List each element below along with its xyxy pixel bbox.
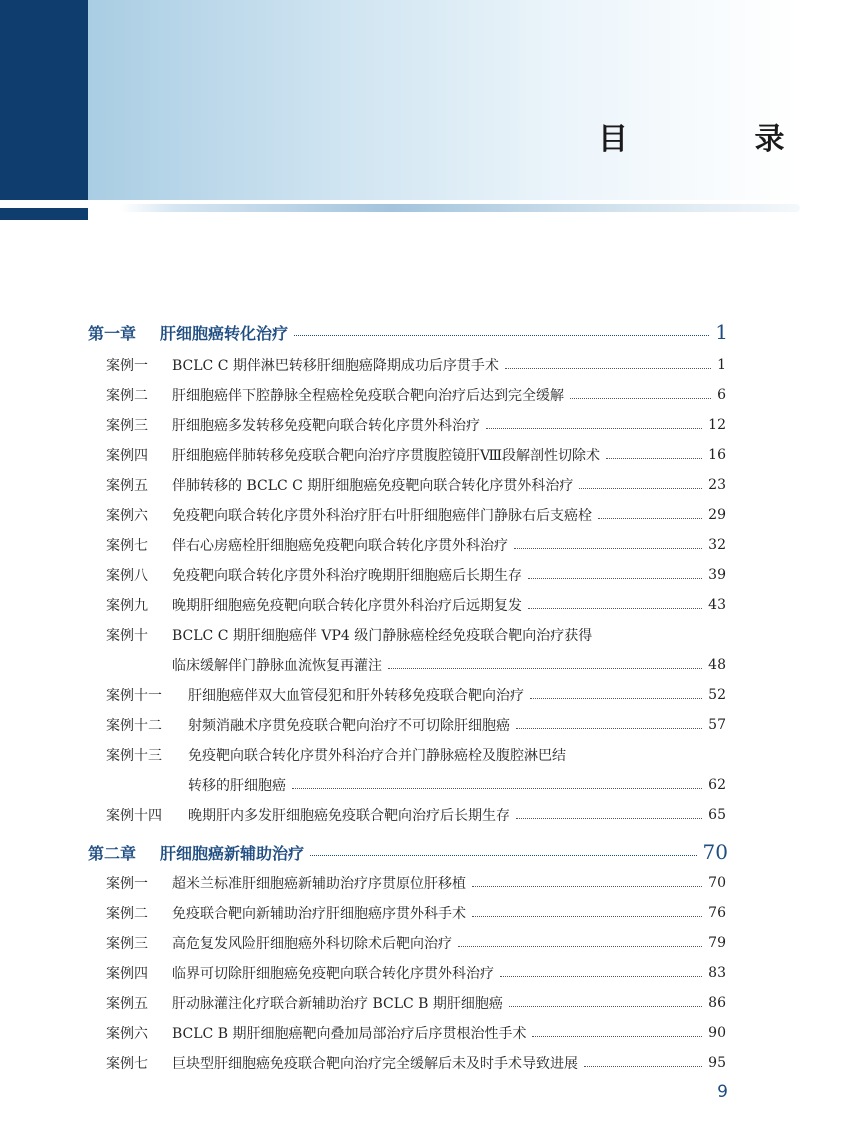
case-title-continued: 临床缓解伴门静脉血流恢复再灌注: [172, 658, 382, 674]
case-label: 案例一: [106, 358, 148, 374]
dot-leader: [570, 398, 711, 399]
toc-entry[interactable]: [0, 959, 800, 987]
dot-leader: [472, 886, 702, 887]
chapter-page: 70: [702, 840, 728, 864]
toc-entry[interactable]: [0, 621, 800, 649]
dot-leader: [388, 668, 702, 669]
toc-entry[interactable]: [0, 681, 800, 709]
toc-entry[interactable]: [0, 591, 800, 619]
case-title: 射频消融术序贯免疫联合靶向治疗不可切除肝细胞癌: [188, 718, 510, 734]
case-page: 43: [708, 597, 726, 613]
dot-leader: [516, 728, 702, 729]
case-title: 伴肺转移的 BCLC C 期肝细胞癌免疫靶向联合转化序贯外科治疗: [172, 478, 574, 494]
case-title: 免疫靶向联合转化序贯外科治疗合并门静脉癌栓及腹腔淋巴结: [188, 748, 566, 764]
case-label: 案例四: [106, 966, 148, 982]
case-label: 案例一: [106, 876, 148, 892]
dot-leader: [472, 916, 702, 917]
case-title: 肝细胞癌多发转移免疫靶向联合转化序贯外科治疗: [172, 418, 480, 434]
dot-leader: [514, 548, 702, 549]
dot-leader: [530, 698, 702, 699]
case-label: 案例二: [106, 906, 148, 922]
case-page: 62: [708, 777, 726, 793]
toc-entry-continuation[interactable]: [0, 771, 800, 799]
dot-leader: [509, 1006, 702, 1007]
dot-leader: [505, 368, 711, 369]
case-page: 86: [708, 995, 726, 1011]
toc-entry[interactable]: [0, 711, 800, 739]
case-page: 39: [708, 567, 726, 583]
header-color-block-lower: [0, 208, 88, 220]
toc-entry[interactable]: [0, 1049, 800, 1077]
case-title: 高危复发风险肝细胞癌外科切除术后靶向治疗: [172, 936, 452, 952]
case-title: 肝细胞癌伴下腔静脉全程癌栓免疫联合靶向治疗后达到完全缓解: [172, 388, 564, 404]
case-title: 肝细胞癌伴肺转移免疫联合靶向治疗序贯腹腔镜肝Ⅷ段解剖性切除术: [172, 448, 601, 464]
toc-entry[interactable]: [0, 869, 800, 897]
case-label: 案例六: [106, 1026, 148, 1042]
case-label: 案例四: [106, 448, 148, 464]
case-title: 肝细胞癌伴双大血管侵犯和肝外转移免疫联合靶向治疗: [188, 688, 524, 704]
case-page: 79: [708, 935, 726, 951]
case-title: 晚期肝细胞癌免疫靶向联合转化序贯外科治疗后远期复发: [172, 598, 522, 614]
toc-entry[interactable]: [0, 531, 800, 559]
case-page: 70: [708, 875, 726, 891]
case-label: 案例十: [106, 628, 148, 644]
dot-leader: [579, 488, 702, 489]
dot-leader: [528, 578, 702, 579]
case-title: BCLC C 期伴淋巴转移肝细胞癌降期成功后序贯手术: [172, 358, 499, 374]
case-title: 巨块型肝细胞癌免疫联合靶向治疗完全缓解后未及时手术导致进展: [172, 1056, 578, 1072]
page-title: 目 录: [598, 122, 842, 157]
toc-entry[interactable]: [0, 989, 800, 1017]
case-label: 案例三: [106, 936, 148, 952]
toc-entry[interactable]: [0, 1019, 800, 1047]
toc-entry[interactable]: [0, 411, 800, 439]
case-label: 案例八: [106, 568, 148, 584]
case-page: 32: [708, 537, 726, 553]
case-label: 案例九: [106, 598, 148, 614]
case-label: 案例十一: [106, 688, 162, 704]
toc-entry[interactable]: [0, 471, 800, 499]
dot-leader: [486, 428, 702, 429]
dot-leader: [528, 608, 702, 609]
case-title: 免疫靶向联合转化序贯外科治疗肝右叶肝细胞癌伴门静脉右后支癌栓: [172, 508, 592, 524]
case-page: 23: [708, 477, 726, 493]
case-title: 晚期肝内多发肝细胞癌免疫联合靶向治疗后长期生存: [188, 808, 510, 824]
chapter-title: 肝细胞癌新辅助治疗: [160, 843, 305, 863]
case-label: 案例七: [106, 538, 148, 554]
page-number: 9: [717, 1082, 728, 1102]
case-title: 超米兰标准肝细胞癌新辅助治疗序贯原位肝移植: [172, 876, 466, 892]
toc-entry-continuation[interactable]: [0, 651, 800, 679]
case-page: 29: [708, 507, 726, 523]
case-label: 案例三: [106, 418, 148, 434]
header-color-block: [0, 0, 88, 200]
case-page: 16: [708, 447, 726, 463]
toc-chapter-2[interactable]: [0, 836, 800, 868]
case-page: 76: [708, 905, 726, 921]
dot-leader: [532, 1036, 702, 1037]
case-page: 52: [708, 687, 726, 703]
toc-entry[interactable]: [0, 501, 800, 529]
case-page: 95: [708, 1055, 726, 1071]
dot-leader: [458, 946, 702, 947]
case-page: 1: [717, 357, 726, 373]
case-title: BCLC C 期肝细胞癌伴 VP4 级门静脉癌栓经免疫联合靶向治疗获得: [172, 628, 593, 644]
chapter-page: 1: [715, 320, 728, 344]
dot-leader: [294, 335, 709, 336]
chapter-label: 第一章: [88, 323, 137, 343]
header-gradient: [88, 0, 800, 200]
case-title: BCLC B 期肝细胞癌靶向叠加局部治疗后序贯根治性手术: [172, 1026, 527, 1042]
case-title: 伴右心房癌栓肝细胞癌免疫靶向联合转化序贯外科治疗: [172, 538, 508, 554]
case-title-continued: 转移的肝细胞癌: [188, 778, 286, 794]
case-page: 12: [708, 417, 726, 433]
dot-leader: [500, 976, 702, 977]
dot-leader: [516, 818, 702, 819]
chapter-label: 第二章: [88, 843, 137, 863]
toc-entry[interactable]: [0, 899, 800, 927]
case-title: 免疫联合靶向新辅助治疗肝细胞癌序贯外科手术: [172, 906, 466, 922]
dot-leader: [310, 855, 697, 856]
case-page: 65: [708, 807, 726, 823]
dot-leader: [598, 518, 702, 519]
dot-leader: [606, 458, 702, 459]
case-label: 案例十四: [106, 808, 162, 824]
chapter-title: 肝细胞癌转化治疗: [160, 323, 289, 343]
toc-entry[interactable]: [0, 381, 800, 409]
case-label: 案例六: [106, 508, 148, 524]
case-label: 案例十三: [106, 748, 162, 764]
case-page: 6: [717, 387, 726, 403]
case-label: 案例二: [106, 388, 148, 404]
dot-leader: [292, 788, 702, 789]
case-label: 案例七: [106, 1056, 148, 1072]
case-title: 肝动脉灌注化疗联合新辅助治疗 BCLC B 期肝细胞癌: [172, 996, 503, 1012]
toc-chapter-1[interactable]: [0, 316, 800, 348]
case-label: 案例十二: [106, 718, 162, 734]
case-label: 案例五: [106, 996, 148, 1012]
case-page: 90: [708, 1025, 726, 1041]
header-divider-bar: [120, 204, 800, 212]
toc-entry[interactable]: [0, 801, 800, 829]
toc-entry[interactable]: [0, 351, 800, 379]
page-header: [0, 0, 842, 222]
case-label: 案例五: [106, 478, 148, 494]
toc-entry[interactable]: [0, 929, 800, 957]
case-title: 临界可切除肝细胞癌免疫靶向联合转化序贯外科治疗: [172, 966, 494, 982]
toc-entry[interactable]: [0, 741, 800, 769]
case-page: 83: [708, 965, 726, 981]
case-page: 57: [708, 717, 726, 733]
dot-leader: [584, 1066, 702, 1067]
case-title: 免疫靶向联合转化序贯外科治疗晚期肝细胞癌后长期生存: [172, 568, 522, 584]
toc-entry[interactable]: [0, 561, 800, 589]
case-page: 48: [708, 657, 726, 673]
toc-entry[interactable]: [0, 441, 800, 469]
